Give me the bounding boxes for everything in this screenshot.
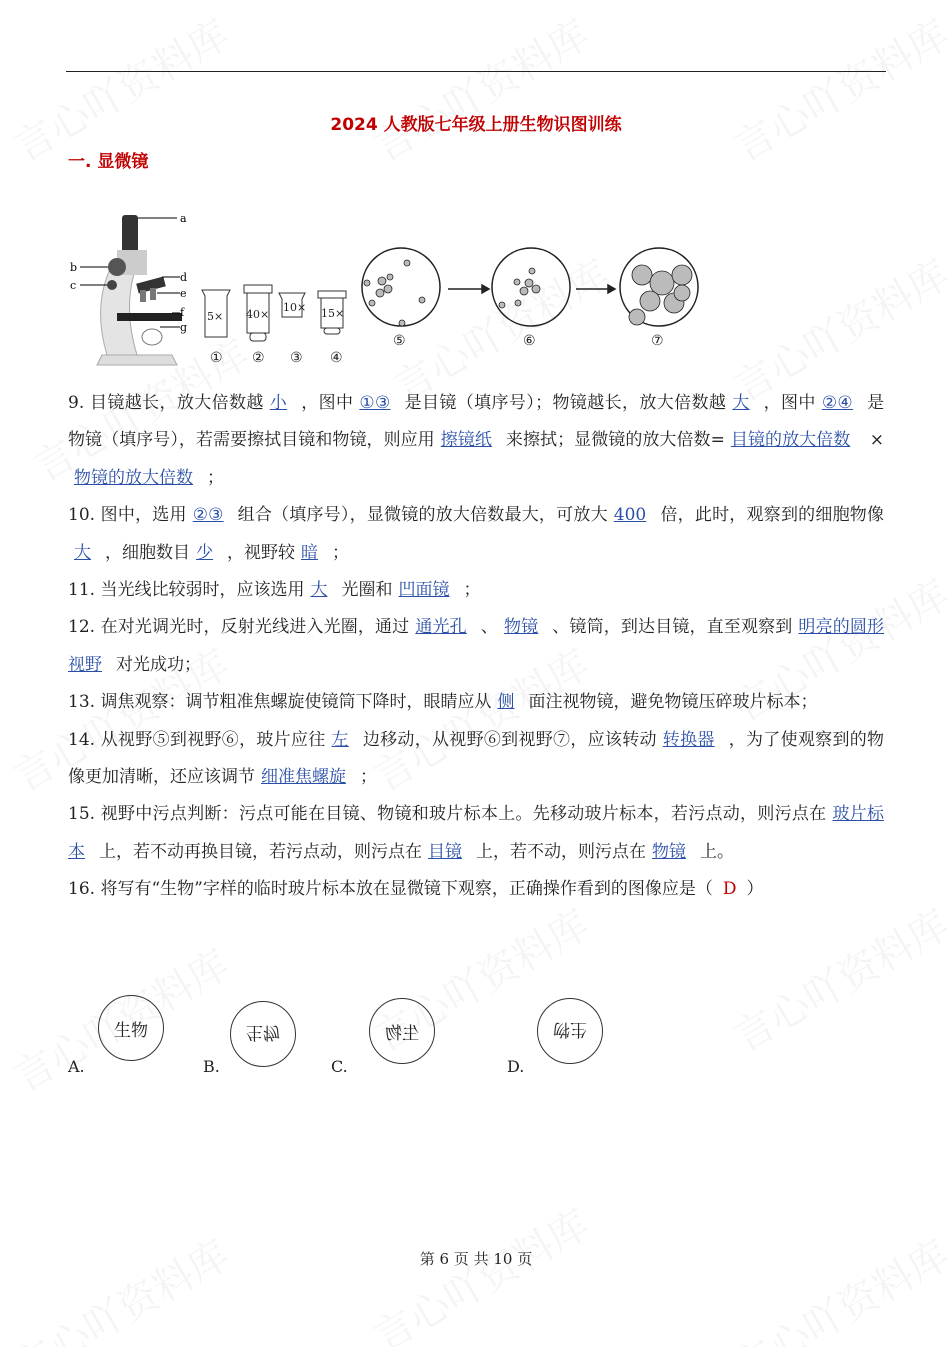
option-a-label: A. — [68, 1057, 85, 1076]
question-text: 倍，此时，观察到的细胞物像 — [660, 505, 885, 526]
question-text: 边移动，从视野⑥到视野⑦，应该转动 — [362, 729, 657, 750]
question-text: 13. 调焦观察：调节粗准焦螺旋使镜筒下降时，眼睛应从 — [68, 692, 492, 713]
answer-blank: 凹面镜 — [398, 580, 450, 601]
option-b-text: 生物 — [246, 1021, 280, 1042]
watermark — [2, 1224, 238, 1347]
question-text: × — [864, 430, 885, 451]
view-7-num: ⑦ — [651, 333, 664, 349]
watermark — [362, 1194, 598, 1347]
option-d-label: D. — [507, 1057, 525, 1076]
question-text: 是目镜（填序号）；物镜越长，放大倍数越 — [404, 393, 727, 413]
question-text: 12. 在对光调光时，反射光线进入光圈，通过 — [68, 617, 410, 638]
question-text: ） — [746, 879, 764, 900]
answer-blank: ②③ — [192, 505, 224, 526]
answer-blank: 大 — [732, 393, 750, 413]
question-12 — [68, 609, 884, 684]
option-b-image[interactable] — [230, 1001, 296, 1067]
question-text: ，图中 — [763, 393, 816, 413]
option-d-image[interactable] — [537, 998, 603, 1064]
label-b: b — [70, 261, 78, 274]
answer-blank: 目镜 — [428, 841, 462, 862]
option-c-label: C. — [331, 1057, 348, 1076]
answer-blank: 小 — [269, 393, 288, 413]
lens-1-mag: 5× — [207, 310, 224, 323]
option-a-image[interactable] — [98, 995, 164, 1061]
page-title: 2024 人教版七年级上册生物识图训练 — [330, 115, 622, 135]
lens-2-mag: 40× — [246, 308, 270, 321]
view-6-num: ⑥ — [523, 333, 536, 349]
answer-blank: 400 — [613, 505, 647, 526]
watermark — [722, 4, 952, 173]
question-text: ，视野较 — [227, 542, 295, 563]
answer-blank: 目镜的放大倍数 — [730, 430, 851, 451]
question-text: 光圈和 — [341, 580, 393, 601]
question-text: 10. 图中，选用 — [68, 505, 187, 526]
option-c-text: 生物 — [385, 1023, 419, 1044]
answer-blank: 擦镜纸 — [440, 430, 492, 451]
answer-choice: D — [722, 879, 737, 900]
lens-1-num: ① — [210, 350, 223, 366]
question-text: ； — [463, 580, 481, 601]
question-text: 上，若不动，则污点在 — [476, 841, 646, 862]
option-a-text: 生物 — [114, 1020, 148, 1041]
lens-3-num: ③ — [290, 350, 303, 366]
question-text: 9. 目镜越长，放大倍数越 — [68, 393, 264, 413]
question-text: ，细胞数目 — [105, 542, 190, 563]
lens-4-num: ④ — [330, 350, 343, 366]
question-list — [68, 385, 884, 909]
watermark — [722, 894, 952, 1063]
answer-blank: 大 — [310, 580, 328, 601]
question-text: 来擦拭；显微镜的放大倍数= — [505, 430, 725, 451]
option-d-text: 生物 — [553, 1018, 587, 1039]
question-text: ，为了使观察到的物像更加清晰，还应该调节 — [68, 729, 885, 788]
question-14 — [68, 722, 884, 797]
option-b-label: B. — [203, 1057, 220, 1076]
answer-blank: ②④ — [821, 393, 854, 413]
answer-blank: 转换器 — [662, 729, 715, 750]
answer-blank: 左 — [331, 729, 349, 750]
answer-blank: 侧 — [497, 692, 515, 713]
answer-blank: 物镜 — [503, 617, 539, 638]
field-views — [362, 248, 698, 349]
question-text: 组合（填序号），显微镜的放大倍数最大，可放大 — [237, 505, 608, 526]
page-footer: 第 6 页 共 10 页 — [419, 1250, 533, 1268]
question-text: ； — [360, 767, 377, 788]
answer-blank: 暗 — [301, 542, 318, 563]
question-10 — [68, 497, 884, 572]
question-text: ； — [207, 467, 224, 488]
label-a: a — [180, 212, 187, 225]
answer-blank: 物镜的放大倍数 — [74, 467, 193, 488]
answer-blank: 大 — [74, 542, 91, 563]
answer-blank: 物镜 — [652, 841, 686, 862]
answer-blank: 玻片标本 — [68, 804, 885, 862]
label-c: c — [70, 279, 77, 292]
answer-blank: 明亮的圆形视野 — [68, 617, 885, 675]
answer-blank: 少 — [196, 542, 213, 563]
question-text: 对光成功； — [116, 654, 201, 675]
question-text: 11. 当光线比较弱时，应该选用 — [68, 580, 305, 601]
question-16 — [68, 871, 884, 908]
question-13 — [68, 684, 884, 721]
question-text: 上，若不动再换目镜，若污点动，则污点在 — [99, 841, 422, 862]
label-g: g — [180, 321, 188, 334]
question-text: 上。 — [700, 841, 734, 862]
question-text: 、 — [480, 617, 498, 638]
question-text: 14. 从视野⑤到视野⑥，玻片应往 — [68, 729, 326, 750]
watermark — [362, 4, 598, 173]
question-15 — [68, 796, 884, 871]
label-e: e — [180, 287, 187, 300]
question-text: ，图中 — [301, 393, 354, 413]
label-f: f — [180, 306, 185, 319]
question-text: 15. 视野中污点判断：污点可能在目镜、物镜和玻片标本上。先移动玻片标本，若污点动，则污点在 — [68, 804, 827, 825]
question-9 — [68, 385, 884, 497]
question-text: 是物镜（填序号），若需要擦拭目镜和物镜，则应用 — [68, 393, 885, 451]
label-d: d — [180, 271, 188, 284]
watermark — [722, 1224, 952, 1347]
microscope-illustration — [70, 212, 187, 365]
view-5-num: ⑤ — [393, 333, 406, 349]
question-text: 面注视物镜，避免物镜压碎玻片标本； — [528, 692, 818, 713]
header-rule — [66, 71, 886, 72]
lens-2-num: ② — [252, 350, 265, 366]
microscope-figure — [62, 205, 712, 370]
lens-3-mag: 10× — [283, 301, 307, 314]
answer-blank: ①③ — [359, 393, 391, 413]
lens-4-mag: 15× — [321, 307, 345, 320]
question-11 — [68, 572, 884, 609]
question-text: ； — [332, 542, 349, 563]
answer-blank: 通光孔 — [415, 617, 467, 638]
section-heading: 一. 显微镜 — [68, 152, 149, 172]
answer-blank: 细准焦螺旋 — [261, 767, 346, 788]
option-c-image[interactable] — [369, 998, 435, 1064]
question-text: 16. 将写有“生物”字样的临时玻片标本放在显微镜下观察，正确操作看到的图像应是（ — [68, 879, 713, 900]
question-text: 、镜筒，到达目镜，直至观察到 — [552, 617, 793, 638]
